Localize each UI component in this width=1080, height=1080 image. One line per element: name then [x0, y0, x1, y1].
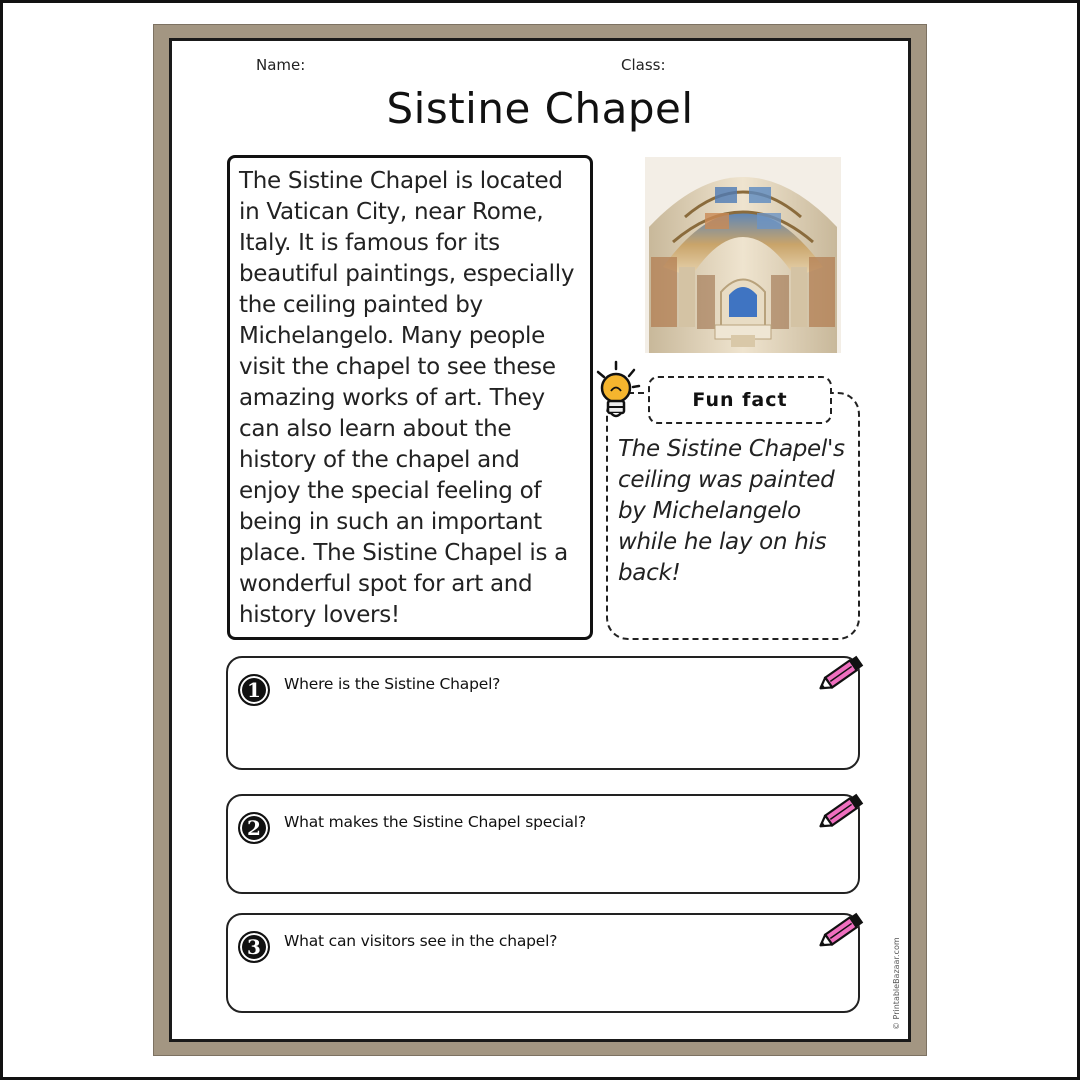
question-2-text: What makes the Sistine Chapel special?	[284, 813, 586, 831]
pencil-icon	[818, 788, 870, 834]
question-3-box[interactable]	[226, 913, 860, 1013]
question-1-box[interactable]	[226, 656, 860, 770]
chapel-image	[645, 157, 841, 353]
question-1-text: Where is the Sistine Chapel?	[284, 675, 501, 693]
fun-fact-heading: Fun fact	[648, 376, 832, 424]
chapel-illustration	[645, 157, 841, 353]
question-3-text: What can visitors see in the chapel?	[284, 932, 558, 950]
question-number-badge: 1	[238, 674, 270, 706]
name-label: Name:	[256, 56, 306, 74]
reading-passage: The Sistine Chapel is located in Vatican City, near Rome, Italy. It is famous for its beautiful paintings, especially the ceiling painted by Michelangelo. Many people visit the chapel to see these amazing works of art. They can also learn about the history of the chapel and enjoy the special feeling of being in such an important place. The Sistine Chapel is a wonderful spot for art and history lovers!	[239, 168, 575, 628]
question-number-badge: 3	[238, 931, 270, 963]
class-label: Class:	[621, 56, 666, 74]
page-title: Sistine Chapel	[386, 84, 694, 133]
question-number-badge: 2	[238, 812, 270, 844]
pencil-icon	[818, 650, 870, 696]
reading-passage-box	[227, 155, 593, 640]
lightbulb-icon	[592, 360, 644, 422]
copyright-credit: © PrintableBazaar.com	[892, 937, 901, 1030]
question-2-box[interactable]	[226, 794, 860, 894]
fun-fact-text: The Sistine Chapel's ceiling was painted by Michelangelo while he lay on his back!	[618, 436, 845, 586]
pencil-icon	[818, 907, 870, 953]
